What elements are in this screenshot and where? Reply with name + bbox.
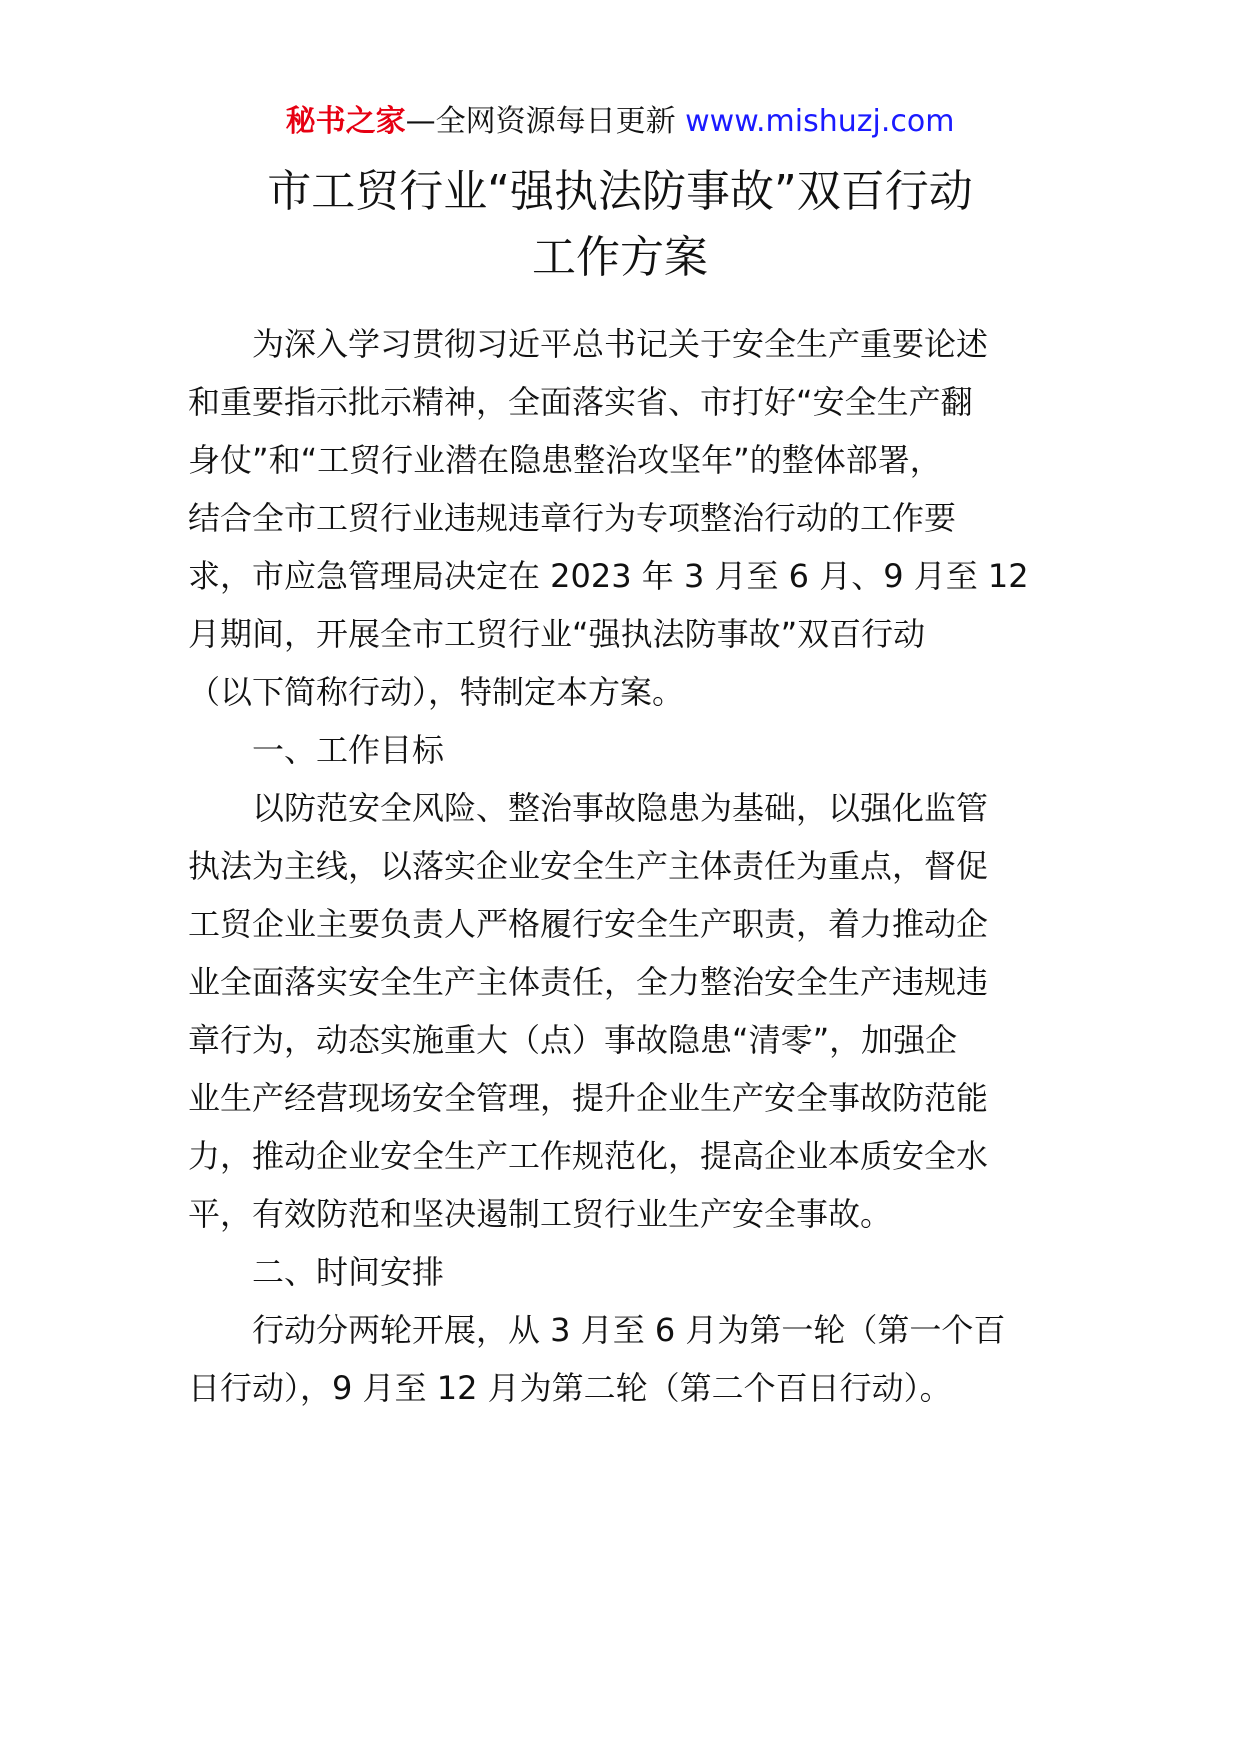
paragraph-line: 业生产经营现场安全管理，提升企业生产安全事故防范能 xyxy=(188,1079,989,1117)
paragraph-line: 以防范安全风险、整治事故隐患为基础，以强化监管 xyxy=(252,789,989,827)
document-title-line-2: 工作方案 xyxy=(532,232,708,283)
section-heading: 一、工作目标 xyxy=(252,731,445,769)
site-header xyxy=(0,100,1240,144)
paragraph-line: 和重要指示批示精神，全面落实省、市打好“安全生产翻 xyxy=(188,383,973,421)
paragraph-line: （以下简称行动），特制定本方案。 xyxy=(188,673,685,711)
header-tagline: —全网资源每日更新 xyxy=(405,104,686,139)
paragraph-line: 求，市应急管理局决定在 2023 年 3 月至 6 月、9 月至 12 xyxy=(188,557,1029,595)
paragraph-line: 力，推动企业安全生产工作规范化，提高企业本质安全水 xyxy=(188,1137,989,1175)
brand-name: 秘书之家 xyxy=(285,104,406,139)
paragraph-line: 章行为，动态实施重大（点）事故隐患“清零”，加强企 xyxy=(188,1021,958,1059)
paragraph-line: 为深入学习贯彻习近平总书记关于安全生产重要论述 xyxy=(252,325,989,363)
section-heading: 二、时间安排 xyxy=(252,1253,445,1291)
paragraph-line: 平，有效防范和坚决遏制工贸行业生产安全事故。 xyxy=(188,1195,893,1233)
paragraph-line: 行动分两轮开展，从 3 月至 6 月为第一轮（第一个百 xyxy=(252,1311,1006,1349)
paragraph-line: 业全面落实安全生产主体责任，全力整治安全生产违规违 xyxy=(188,963,989,1001)
paragraph-line: 工贸企业主要负责人严格履行安全生产职责，着力推动企 xyxy=(188,905,989,943)
paragraph-line: 结合全市工贸行业违规违章行为专项整治行动的工作要 xyxy=(188,499,957,537)
paragraph-line: 月期间，开展全市工贸行业“强执法防事故”双百行动 xyxy=(188,615,926,653)
paragraph-line: 日行动），9 月至 12 月为第二轮（第二个百日行动）。 xyxy=(188,1369,952,1407)
paragraph-line: 身仗”和“工贸行业潜在隐患整治攻坚年”的整体部署， xyxy=(188,441,942,479)
site-url-link[interactable]: www.mishuzj.com xyxy=(685,104,955,139)
document-title-line-1: 市工贸行业“强执法防事故”双百行动 xyxy=(267,166,973,217)
paragraph-line: 执法为主线，以落实企业安全生产主体责任为重点，督促 xyxy=(188,847,989,885)
